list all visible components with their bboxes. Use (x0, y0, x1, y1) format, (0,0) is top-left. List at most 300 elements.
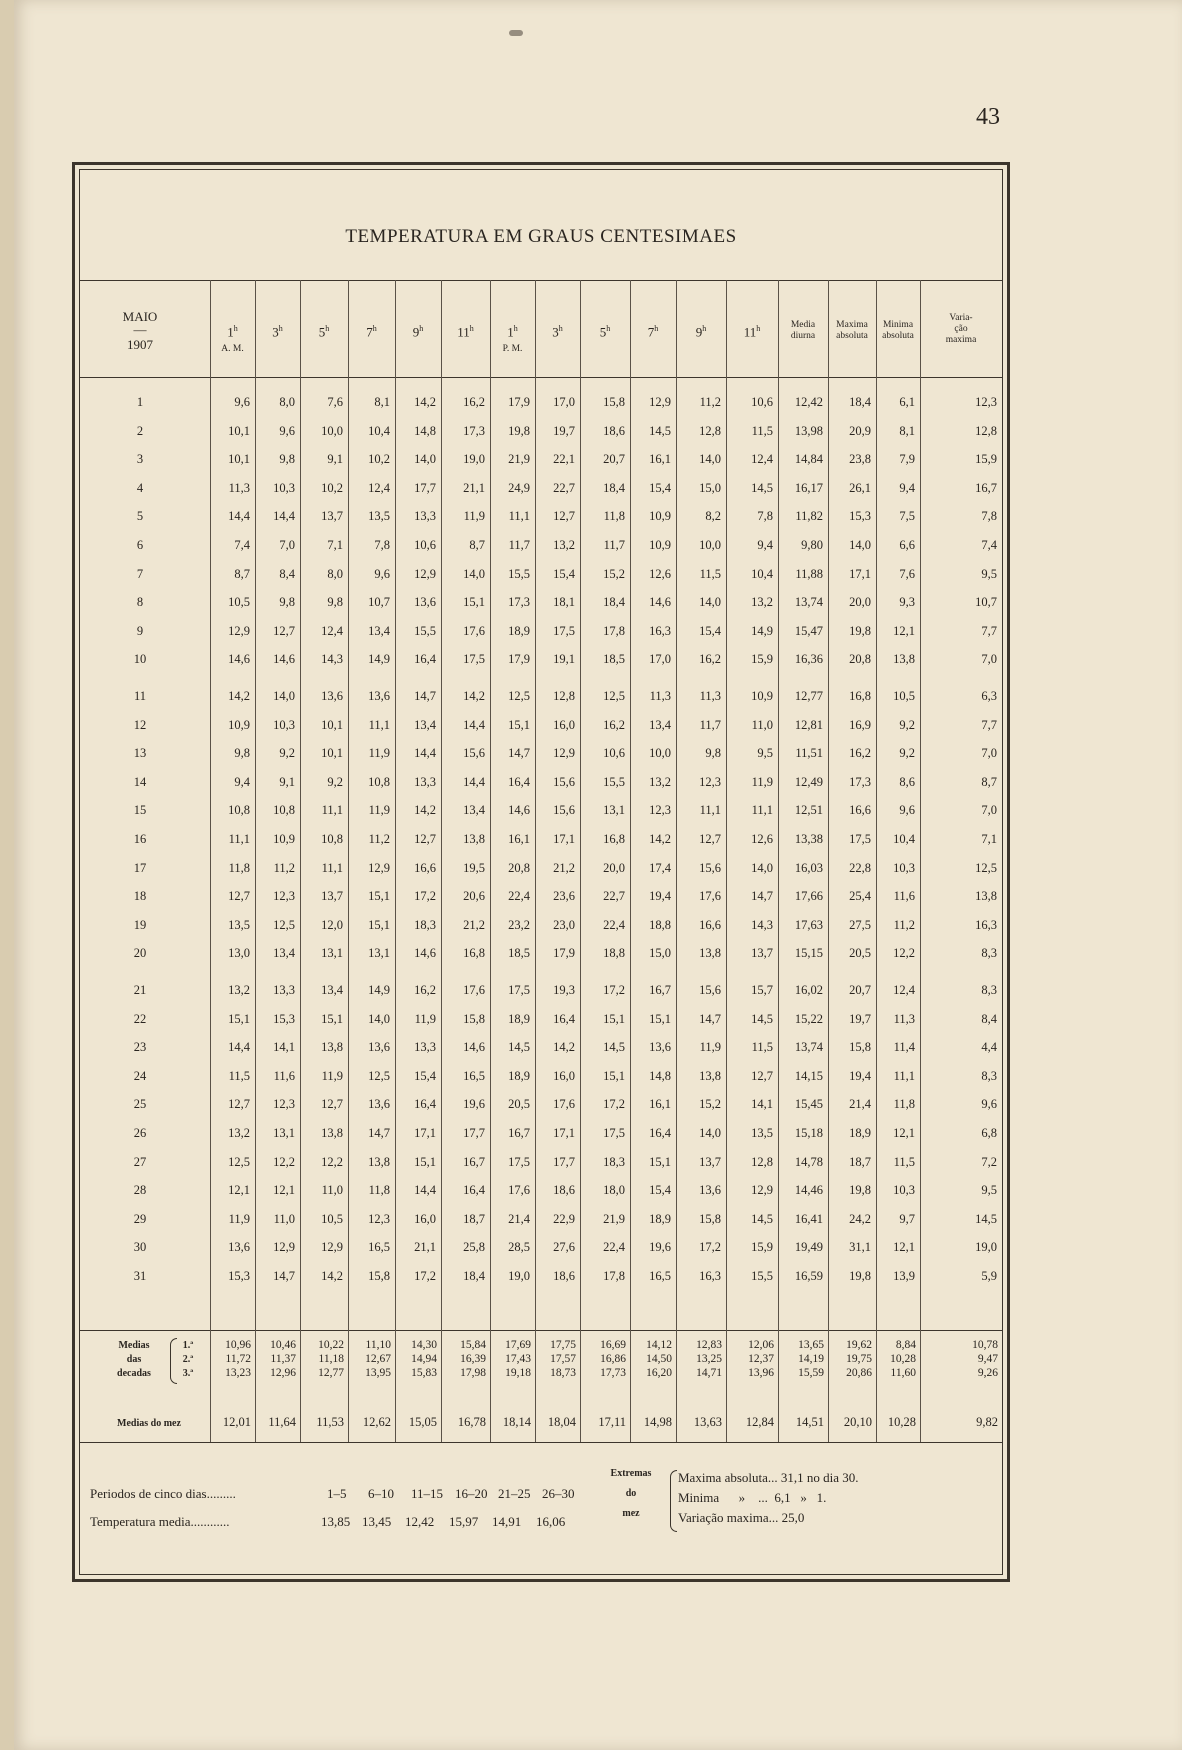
table-cell: 13,3 (273, 983, 295, 997)
table-cell: 13,4 (463, 803, 485, 818)
table-cell: 9,2 (899, 746, 915, 761)
extremas-label: Extremas (610, 1468, 652, 1479)
table-cell: 13,1 (368, 946, 390, 961)
table-cell: 14,2 (321, 1269, 343, 1283)
table-cell: 10,6 (414, 538, 436, 552)
table-cell: 13,6 (368, 689, 390, 703)
table-cell: 16,6 (699, 917, 721, 932)
table-cell: 7,7 (981, 717, 997, 732)
table-cell: 15,1 (603, 1011, 625, 1026)
decade-cell: 15,83 (411, 1367, 437, 1379)
table-cell: 11,8 (368, 1183, 390, 1198)
table-cell: 13,5 (228, 917, 250, 932)
table-cell: 14,5 (603, 1040, 625, 1055)
table-cell: 8,7 (234, 566, 250, 581)
month-cell: 9,82 (976, 1415, 998, 1429)
header-hour-6 (490, 322, 535, 339)
table-cell: 10,0 (699, 538, 721, 552)
table-cell: 12,1 (893, 1126, 915, 1140)
table-cell: 14,9 (368, 983, 390, 997)
table-cell: 11,2 (893, 917, 915, 932)
table-cell: 19,8 (849, 1183, 871, 1198)
table-cell: 14,7 (368, 1126, 390, 1140)
table-cell: 12,5 (273, 917, 295, 932)
table-cell: 16,59 (794, 1269, 823, 1283)
table-cell: 9,4 (757, 538, 773, 552)
table-cell: 7,6 (899, 566, 915, 581)
table-cell: 11,5 (751, 423, 773, 438)
table-cell: 12,77 (794, 689, 823, 703)
header-hour-0 (210, 322, 255, 339)
table-cell: 12,6 (649, 566, 671, 581)
table-cell: 13,8 (975, 889, 997, 904)
day-label: 22 (133, 1011, 147, 1026)
table-cell: 9,2 (899, 717, 915, 732)
table-cell: 10,9 (649, 509, 671, 524)
decade-cell: 17,57 (550, 1353, 576, 1365)
table-cell: 15,8 (849, 1040, 871, 1055)
table-cell: 12,1 (893, 623, 915, 638)
table-cell: 9,6 (279, 423, 295, 438)
table-cell: 16,4 (649, 1126, 671, 1140)
table-cell: 19,0 (463, 452, 485, 467)
hour-value: 1 (227, 324, 234, 340)
table-cell: 14,0 (273, 689, 295, 703)
table-cell: 16,2 (463, 395, 485, 409)
table-cell: 12,3 (975, 395, 997, 409)
temp-value: 13,45 (362, 1514, 392, 1529)
table-cell: 10,8 (321, 832, 343, 846)
table-cell: 16,4 (553, 1011, 575, 1026)
table-cell: 21,1 (463, 480, 485, 495)
table-cell: 18,5 (508, 946, 530, 961)
table-cell: 15,5 (508, 566, 530, 581)
table-cell: 13,4 (321, 983, 343, 997)
table-cell: 14,6 (414, 946, 436, 961)
decade-cell: 14,50 (646, 1353, 672, 1365)
table-cell: 11,5 (893, 1154, 915, 1169)
table-cell: 8,7 (981, 774, 997, 789)
header-maxima-absoluta-line: absoluta (836, 331, 868, 341)
table-cell: 17,2 (699, 1240, 721, 1255)
table-cell: 19,8 (508, 423, 530, 438)
table-cell: 11,0 (751, 717, 773, 732)
table-cell: 17,1 (414, 1126, 436, 1140)
table-cell: 14,0 (699, 452, 721, 467)
extremas-line: Minima » ... 6,1 » 1. (678, 1490, 827, 1505)
table-cell: 11,3 (228, 480, 250, 495)
table-cell: 15,1 (368, 917, 390, 932)
hour-suffix: h (325, 324, 330, 333)
table-cell: 15,1 (368, 889, 390, 904)
day-label: 28 (133, 1183, 147, 1198)
day-label: 2 (136, 423, 144, 438)
decade-cell: 12,77 (318, 1367, 344, 1379)
table-cell: 15,9 (751, 1240, 773, 1255)
table-cell: 4,4 (981, 1040, 997, 1055)
table-cell: 17,5 (603, 1126, 625, 1140)
table-cell: 11,9 (463, 509, 485, 524)
table-cell: 10,4 (368, 423, 390, 438)
table-cell: 14,4 (463, 717, 485, 732)
day-label: 29 (133, 1211, 147, 1226)
table-cell: 12,8 (699, 423, 721, 438)
table-cell: 12,4 (321, 623, 343, 638)
table-cell: 17,6 (553, 1097, 575, 1112)
table-cell: 10,3 (273, 480, 295, 495)
table-cell: 8,4 (279, 566, 295, 581)
table-cell: 14,6 (463, 1040, 485, 1055)
table-cell: 10,6 (751, 395, 773, 409)
decade-cell: 11,72 (225, 1353, 251, 1365)
table-cell: 12,4 (368, 480, 390, 495)
table-cell: 22,1 (553, 452, 575, 467)
table-cell: 10,9 (273, 832, 295, 846)
table-cell: 17,66 (794, 889, 823, 904)
table-cell: 14,4 (273, 509, 295, 524)
table-cell: 11,8 (228, 860, 250, 875)
table-cell: 13,4 (649, 717, 671, 732)
table-cell: 13,6 (414, 595, 436, 610)
table-cell: 12,7 (228, 889, 250, 904)
decade-cell: 12,83 (696, 1339, 722, 1351)
table-cell: 15,4 (414, 1068, 436, 1083)
header-minima-absoluta-line: absoluta (882, 331, 914, 341)
table-cell: 15,0 (649, 946, 671, 961)
table-cell: 7,4 (981, 538, 997, 552)
table-cell: 7,1 (981, 832, 997, 846)
month-cell: 18,14 (502, 1415, 531, 1429)
table-cell: 11,9 (414, 1011, 436, 1026)
hour-value: 11 (457, 324, 470, 340)
table-cell: 23,2 (508, 917, 530, 932)
table-cell: 14,9 (751, 623, 773, 638)
table-cell: 13,5 (368, 509, 390, 524)
table-cell: 25,4 (849, 889, 871, 904)
table-cell: 14,7 (508, 746, 530, 761)
extremas-bracket (670, 1470, 677, 1532)
table-cell: 10,9 (228, 717, 250, 732)
decade-cell: 10,28 (890, 1353, 916, 1365)
table-cell: 23,6 (553, 889, 575, 904)
decade-cell: 20,86 (846, 1367, 872, 1379)
table-cell: 22,9 (553, 1211, 575, 1226)
table-cell: 16,5 (649, 1269, 671, 1283)
table-cell: 11,1 (699, 803, 721, 818)
table-cell: 11,9 (699, 1040, 721, 1055)
day-label: 9 (136, 623, 144, 638)
decade-label: Medias (118, 1340, 150, 1351)
header-variacao-maxima-line: ção (954, 324, 968, 334)
table-cell: 12,8 (751, 1154, 773, 1169)
table-cell: 8,6 (899, 774, 915, 789)
table-cell: 7,8 (374, 538, 390, 552)
table-cell: 12,9 (368, 860, 390, 875)
table-cell: 9,3 (899, 595, 915, 610)
table-cell: 14,2 (463, 689, 485, 703)
table-cell: 9,6 (981, 1097, 997, 1112)
table-cell: 12,7 (228, 1097, 250, 1112)
table-cell: 13,8 (321, 1040, 343, 1055)
table-cell: 11,3 (893, 1011, 915, 1026)
table-cell: 14,4 (228, 1040, 250, 1055)
table-cell: 12,9 (228, 623, 250, 638)
table-cell: 17,7 (463, 1126, 485, 1140)
decade-cell: 16,86 (600, 1353, 626, 1365)
decade-ordinal: 1.ª (182, 1340, 194, 1351)
table-cell: 19,0 (508, 1269, 530, 1283)
table-cell: 12,3 (649, 803, 671, 818)
table-cell: 15,5 (603, 774, 625, 789)
table-cell: 10,5 (893, 689, 915, 703)
table-cell: 12,2 (893, 946, 915, 961)
table-cell: 12,4 (751, 452, 773, 467)
table-cell: 7,6 (327, 395, 343, 409)
table-cell: 18,8 (603, 946, 625, 961)
header-maxima-absoluta-line: Maxima (836, 320, 868, 330)
table-cell: 16,9 (849, 717, 871, 732)
table-cell: 16,3 (975, 917, 997, 932)
table-cell: 13,3 (414, 774, 436, 789)
table-cell: 14,0 (463, 566, 485, 581)
table-cell: 13,2 (228, 983, 250, 997)
month-cell: 18,04 (547, 1415, 576, 1429)
period-value: 11–15 (411, 1486, 444, 1501)
table-cell: 13,1 (273, 1126, 295, 1140)
day-label: 25 (133, 1097, 147, 1112)
table-cell: 13,2 (751, 595, 773, 610)
table-cell: 7,0 (981, 803, 997, 818)
table-cell: 14,7 (273, 1269, 295, 1283)
day-label: 19 (133, 917, 147, 932)
table-cell: 12,5 (228, 1154, 250, 1169)
table-cell: 20,8 (508, 860, 530, 875)
table-cell: 13,4 (273, 946, 295, 961)
table-cell: 18,4 (603, 480, 625, 495)
table-cell: 11,8 (603, 509, 625, 524)
table-cell: 18,9 (649, 1211, 671, 1226)
table-cell: 16,7 (463, 1154, 485, 1169)
table-cell: 17,3 (508, 595, 530, 610)
table-cell: 11,3 (649, 689, 671, 703)
table-cell: 13,6 (321, 689, 343, 703)
table-cell: 12,1 (893, 1240, 915, 1255)
day-label: 3 (136, 452, 144, 467)
decade-cell: 19,62 (846, 1339, 872, 1351)
decade-cell: 13,23 (225, 1367, 251, 1379)
table-cell: 15,1 (649, 1011, 671, 1026)
table-cell: 17,9 (508, 395, 530, 409)
day-label: 18 (133, 889, 147, 904)
table-cell: 17,2 (603, 983, 625, 997)
day-label: 30 (133, 1240, 147, 1255)
decade-cell: 16,39 (460, 1353, 486, 1365)
table-cell: 10,9 (649, 538, 671, 552)
table-cell: 18,3 (603, 1154, 625, 1169)
day-label: 26 (133, 1126, 147, 1140)
decade-cell: 11,60 (890, 1367, 916, 1379)
table-cell: 14,9 (368, 652, 390, 667)
table-cell: 20,8 (849, 652, 871, 667)
table-cell: 16,7 (975, 480, 997, 495)
table-cell: 19,4 (649, 889, 671, 904)
table-cell: 15,0 (699, 480, 721, 495)
table-cell: 11,9 (228, 1211, 250, 1226)
table-cell: 13,8 (368, 1154, 390, 1169)
table-cell: 12,9 (273, 1240, 295, 1255)
table-cell: 22,4 (603, 917, 625, 932)
table-cell: 14,5 (649, 423, 671, 438)
table-cell: 13,1 (603, 803, 625, 818)
table-cell: 14,0 (699, 595, 721, 610)
table-cell: 15,8 (368, 1269, 390, 1283)
decade-cell: 11,18 (318, 1353, 344, 1365)
extremas-label: mez (622, 1508, 640, 1519)
table-cell: 9,5 (981, 566, 997, 581)
period-value: 6–10 (368, 1486, 394, 1501)
table-cell: 15,18 (794, 1126, 823, 1140)
month-cell: 16,78 (457, 1415, 486, 1429)
table-cell: 7,0 (981, 746, 997, 761)
table-cell: 18,9 (508, 623, 530, 638)
day-label: 8 (136, 595, 144, 610)
table-cell: 9,5 (757, 746, 773, 761)
table-cell: 16,5 (368, 1240, 390, 1255)
table-cell: 12,8 (975, 423, 997, 438)
table-cell: 22,8 (849, 860, 871, 875)
table-cell: 12,7 (699, 832, 721, 846)
table-cell: 13,3 (414, 509, 436, 524)
decade-cell: 17,69 (505, 1339, 531, 1351)
temp-value: 14,91 (492, 1514, 522, 1529)
table-cell: 8,0 (327, 566, 343, 581)
decade-label: decadas (117, 1368, 151, 1379)
table-cell: 17,5 (849, 832, 871, 846)
table-cell: 13,7 (321, 889, 343, 904)
table-cell: 10,0 (649, 746, 671, 761)
decade-cell: 12,37 (748, 1353, 774, 1365)
month-cell: 14,51 (795, 1415, 824, 1429)
table-cell: 12,7 (414, 832, 436, 846)
table-cell: 13,98 (794, 423, 823, 438)
ink-mark (509, 30, 523, 36)
table-cell: 16,5 (463, 1068, 485, 1083)
table-cell: 16,7 (508, 1126, 530, 1140)
decade-cell: 12,67 (365, 1353, 391, 1365)
decade-cell: 12,06 (748, 1339, 774, 1351)
table-cell: 8,0 (279, 395, 295, 409)
month-cell: 15,05 (408, 1415, 437, 1429)
table-cell: 19,5 (463, 860, 485, 875)
month-cell: 11,53 (316, 1415, 344, 1429)
table-cell: 10,0 (321, 423, 343, 438)
table-cell: 14,4 (414, 746, 436, 761)
table-cell: 19,3 (553, 983, 575, 997)
table-cell: 10,3 (893, 860, 915, 875)
table-cell: 15,1 (603, 1068, 625, 1083)
table-cell: 16,03 (794, 860, 823, 875)
table-cell: 9,2 (279, 746, 295, 761)
table-cell: 17,1 (849, 566, 871, 581)
table-cell: 13,5 (751, 1126, 773, 1140)
table-cell: 9,80 (801, 538, 823, 552)
table-cell: 10,1 (228, 452, 250, 467)
table-cell: 15,22 (794, 1011, 823, 1026)
table-cell: 15,4 (649, 1183, 671, 1198)
table-cell: 16,2 (699, 652, 721, 667)
table-cell: 16,1 (649, 1097, 671, 1112)
day-label: 15 (133, 803, 147, 818)
table-cell: 16,1 (508, 832, 530, 846)
table-cell: 11,1 (508, 509, 530, 524)
hour-value: 7 (647, 324, 655, 340)
table-cell: 16,6 (414, 860, 436, 875)
table-cell: 14,0 (368, 1011, 390, 1026)
table-cell: 18,4 (463, 1269, 485, 1283)
month-cell: 10,28 (887, 1415, 916, 1429)
temp-value: 15,97 (449, 1514, 479, 1529)
table-cell: 9,1 (327, 452, 343, 467)
day-label: 4 (136, 480, 144, 495)
header-pm: P. M. (502, 344, 523, 354)
table-cell: 16,2 (603, 717, 625, 732)
table-cell: 12,9 (649, 395, 671, 409)
table-cell: 18,4 (849, 395, 871, 409)
table-cell: 14,3 (321, 652, 343, 667)
table-cell: 7,7 (981, 623, 997, 638)
table-cell: 17,0 (649, 652, 671, 667)
table-cell: 16,7 (649, 983, 671, 997)
table-cell: 14,6 (228, 652, 250, 667)
table-cell: 11,1 (368, 717, 390, 732)
hour-value: 5 (599, 324, 607, 340)
table-cell: 17,9 (553, 946, 575, 961)
table-cell: 12,9 (751, 1183, 773, 1198)
hour-suffix: h (756, 324, 761, 333)
table-cell: 11,5 (699, 566, 721, 581)
table-cell: 11,7 (603, 538, 625, 552)
table-cell: 11,2 (273, 860, 295, 875)
table-cell: 10,5 (228, 595, 250, 610)
table-cell: 14,5 (975, 1211, 997, 1226)
table-cell: 9,2 (327, 774, 343, 789)
decade-cell: 16,20 (646, 1367, 672, 1379)
table-cell: 15,2 (603, 566, 625, 581)
day-label: 1 (136, 395, 144, 409)
table-cell: 21,4 (849, 1097, 871, 1112)
day-label: 31 (133, 1269, 147, 1283)
table-cell: 7,4 (234, 538, 250, 552)
table-cell: 17,2 (414, 889, 436, 904)
hour-value: 3 (552, 324, 559, 340)
decade-cell: 18,73 (550, 1367, 576, 1379)
decade-cell: 10,78 (972, 1339, 998, 1351)
decade-cell: 8,84 (895, 1339, 916, 1351)
table-cell: 16,17 (794, 480, 823, 495)
table-cell: 9,7 (899, 1211, 915, 1226)
table-cell: 17,8 (603, 623, 625, 638)
table-cell: 11,5 (751, 1040, 773, 1055)
table-cell: 17,0 (553, 395, 575, 409)
table-cell: 7,0 (279, 538, 295, 552)
hour-value: 7 (366, 324, 373, 340)
decade-cell: 10,96 (225, 1339, 251, 1351)
table-cell: 8,1 (899, 423, 915, 438)
header-month: MAIO (122, 309, 158, 324)
table-cell: 16,4 (463, 1183, 485, 1198)
table-cell: 6,3 (981, 689, 997, 703)
table-cell: 15,6 (699, 860, 721, 875)
